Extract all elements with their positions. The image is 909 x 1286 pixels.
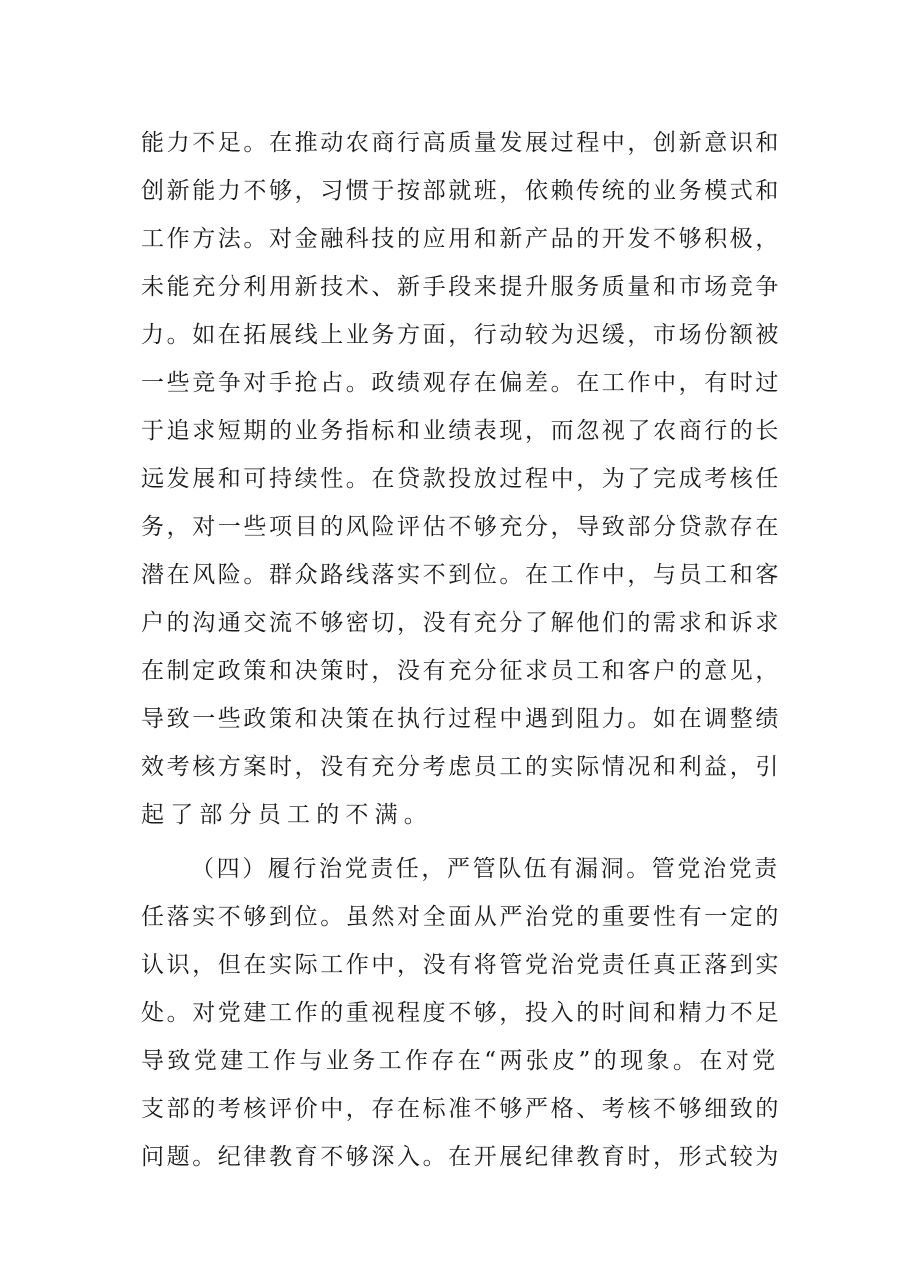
- text-line: 未能充分利用新技术、新手段来提升服务质量和市场竞争: [141, 274, 781, 300]
- text-line: 支部的考核评价中，存在标准不够严格、考核不够细致的: [141, 1096, 781, 1122]
- section-heading-line: （四）履行治党责任，严管队伍有漏洞。管党治党责: [191, 856, 780, 882]
- text-line: 务，对一些项目的风险评估不够充分，导致部分贷款存在: [141, 514, 781, 540]
- text-line: 在制定政策和决策时，没有充分征求员工和客户的意见，: [141, 658, 781, 684]
- text-line: 能力不足。在推动农商行高质量发展过程中，创新意识和: [141, 130, 781, 156]
- text-line: 户的沟通交流不够密切，没有充分了解他们的需求和诉求: [141, 610, 781, 636]
- text-line: 一些竞争对手抢占。政绩观存在偏差。在工作中，有时过: [141, 370, 781, 396]
- text-line: 潜在风险。群众路线落实不到位。在工作中，与员工和客: [141, 562, 781, 588]
- text-line: 于追求短期的业务指标和业绩表现，而忽视了农商行的长: [141, 418, 781, 444]
- text-line: 任落实不够到位。虽然对全面从严治党的重要性有一定的: [141, 904, 781, 930]
- text-line: 导致党建工作与业务工作存在“两张皮”的现象。在对党: [141, 1048, 779, 1074]
- text-line: 力。如在拓展线上业务方面，行动较为迟缓，市场份额被: [141, 322, 781, 348]
- text-line: 远发展和可持续性。在贷款投放过程中，为了完成考核任: [141, 466, 781, 492]
- text-line: 导致一些政策和决策在执行过程中遇到阻力。如在调整绩: [141, 706, 781, 732]
- text-line: 处。对党建工作的重视程度不够，投入的时间和精力不足: [141, 1000, 781, 1026]
- text-line: 问题。纪律教育不够深入。在开展纪律教育时，形式较为: [141, 1144, 781, 1170]
- text-line: 创新能力不够，习惯于按部就班，依赖传统的业务模式和: [141, 178, 781, 204]
- text-line: 效考核方案时，没有充分考虑员工的实际情况和利益，引: [141, 754, 781, 780]
- text-line: 起了部分员工的不满。: [141, 802, 433, 828]
- text-line: 认识，但在实际工作中，没有将管党治党责任真正落到实: [141, 952, 781, 978]
- text-line: 工作方法。对金融科技的应用和新产品的开发不够积极，: [141, 226, 781, 252]
